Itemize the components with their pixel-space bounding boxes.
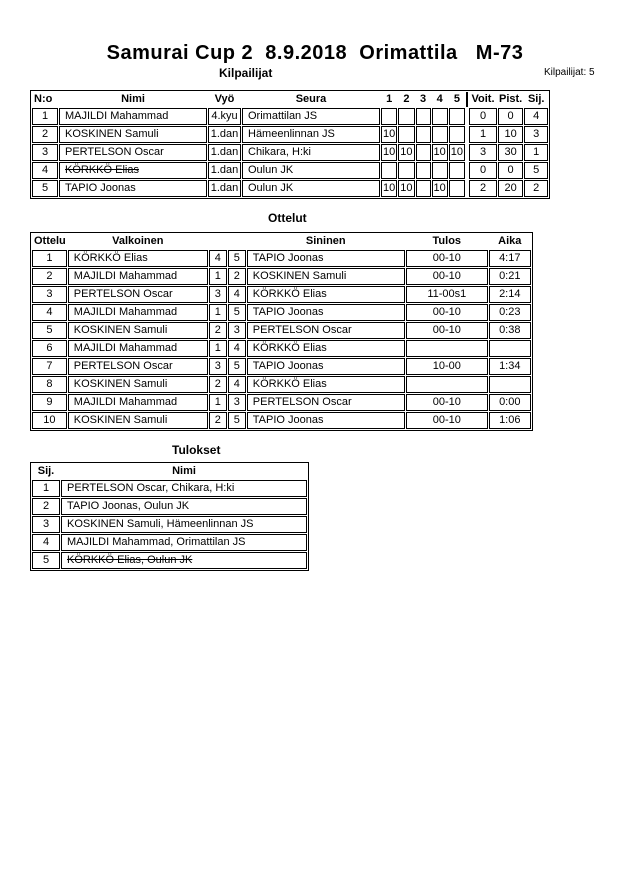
- cell-match5-score: 10: [449, 144, 465, 161]
- competitor-row: [32, 144, 548, 161]
- cell-match-number: 6: [32, 340, 67, 357]
- cell-match4-score: [432, 108, 448, 125]
- cell-placement: 3: [32, 516, 60, 533]
- column-header-nimi: Nimi: [121, 93, 145, 105]
- cell-white-player-no: 4: [209, 250, 227, 267]
- competitors-table: [30, 90, 550, 199]
- cell-match-number: 7: [32, 358, 67, 375]
- cell-vyo: 1.dan: [208, 126, 241, 143]
- cell-result: [406, 340, 488, 357]
- section-heading-kilpailijat: Kilpailijat: [219, 66, 273, 80]
- cell-sij: 5: [524, 162, 548, 179]
- column-header-aika: Aika: [498, 235, 522, 247]
- cell-player-club: MAJILDI Mahammad, Orimattilan JS: [61, 534, 307, 551]
- cell-match2-score: 10: [398, 180, 414, 197]
- cell-placement: 1: [32, 480, 60, 497]
- cell-match5-score: [449, 108, 465, 125]
- cell-vyo: 4.kyu: [208, 108, 241, 125]
- cell-time: 0:00: [489, 394, 531, 411]
- column-group-separator: [466, 108, 468, 125]
- cell-blue-player-no: 4: [228, 340, 246, 357]
- cell-result: 00-10: [406, 412, 488, 429]
- cell-voit: 0: [469, 162, 497, 179]
- cell-match3-score: [416, 144, 431, 161]
- matches-table: [30, 232, 533, 431]
- cell-match1-score: 10: [381, 144, 397, 161]
- cell-vyo: 1.dan: [208, 180, 241, 197]
- cell-pist: 10: [498, 126, 523, 143]
- cell-white-player-no: 1: [209, 304, 227, 321]
- column-group-separator: [466, 92, 468, 107]
- competitor-row: [32, 126, 548, 143]
- cell-blue-player-no: 4: [228, 286, 246, 303]
- cell-blue-player: TAPIO Joonas: [247, 250, 405, 267]
- cell-white-player-no: 2: [209, 376, 227, 393]
- cell-blue-player-no: 5: [228, 412, 246, 429]
- cell-pist: 0: [498, 162, 523, 179]
- cell-vyo: 1.dan: [208, 144, 241, 161]
- cell-white-player: KOSKINEN Samuli: [68, 412, 208, 429]
- match-row: [32, 394, 531, 411]
- cell-sij: 4: [524, 108, 548, 125]
- cell-blue-player-no: 5: [228, 250, 246, 267]
- cell-result: 00-10: [406, 322, 488, 339]
- competitor-row: [32, 108, 548, 125]
- cell-white-player: PERTELSON Oscar: [68, 358, 208, 375]
- cell-time: [489, 340, 531, 357]
- results-table: [30, 462, 309, 571]
- result-row: [32, 516, 307, 533]
- cell-white-player-no: 2: [209, 322, 227, 339]
- column-group-separator: [466, 180, 468, 197]
- cell-blue-player: PERTELSON Oscar: [247, 322, 405, 339]
- cell-player-club: KÖRKKÖ Elias, Oulun JK: [61, 552, 307, 569]
- cell-match2-score: 10: [398, 144, 414, 161]
- competitors-count: Kilpailijat: 5: [544, 67, 595, 78]
- cell-time: 0:38: [489, 322, 531, 339]
- cell-result: 00-10: [406, 268, 488, 285]
- column-header-vyo: Vyö: [214, 93, 235, 105]
- cell-match4-score: [432, 162, 448, 179]
- column-header-seura: Seura: [295, 93, 327, 105]
- cell-white-player: PERTELSON Oscar: [68, 286, 208, 303]
- cell-nimi: KOSKINEN Samuli: [59, 126, 207, 143]
- matches-header-row: [32, 234, 531, 249]
- cell-time: 2:14: [489, 286, 531, 303]
- cell-player-club: KOSKINEN Samuli, Hämeenlinnan JS: [61, 516, 307, 533]
- column-header-nimi: Nimi: [172, 465, 196, 477]
- competitor-row: [32, 162, 548, 179]
- cell-nimi: KÖRKKÖ Elias: [59, 162, 207, 179]
- cell-match4-score: 10: [432, 144, 448, 161]
- column-header-match1: 1: [386, 93, 393, 105]
- cell-pist: 0: [498, 108, 523, 125]
- cell-white-player: MAJILDI Mahammad: [68, 304, 208, 321]
- result-row: [32, 552, 307, 569]
- cell-no: 2: [32, 126, 58, 143]
- result-row: [32, 534, 307, 551]
- cell-match1-score: [381, 162, 397, 179]
- cell-no: 1: [32, 108, 58, 125]
- cell-voit: 0: [469, 108, 497, 125]
- cell-seura: Orimattilan JS: [242, 108, 380, 125]
- cell-match5-score: [449, 180, 465, 197]
- match-row: [32, 358, 531, 375]
- cell-match2-score: [398, 108, 414, 125]
- column-header-voit: Voit.: [471, 93, 495, 105]
- cell-result: 00-10: [406, 250, 488, 267]
- cell-pist: 30: [498, 144, 523, 161]
- cell-blue-player-no: 2: [228, 268, 246, 285]
- cell-no: 5: [32, 180, 58, 197]
- cell-sij: 3: [524, 126, 548, 143]
- column-header-tulos: Tulos: [432, 235, 462, 247]
- cell-match-number: 3: [32, 286, 67, 303]
- section-heading-ottelut: Ottelut: [268, 211, 307, 225]
- cell-white-player: MAJILDI Mahammad: [68, 394, 208, 411]
- cell-match2-score: [398, 162, 414, 179]
- match-row: [32, 304, 531, 321]
- cell-sij: 2: [524, 180, 548, 197]
- cell-match3-score: [416, 162, 431, 179]
- cell-blue-player: TAPIO Joonas: [247, 358, 405, 375]
- column-header-ottelu: Ottelu: [34, 235, 66, 247]
- cell-pist: 20: [498, 180, 523, 197]
- cell-blue-player: TAPIO Joonas: [247, 412, 405, 429]
- cell-white-player: KÖRKKÖ Elias: [68, 250, 208, 267]
- cell-match1-score: 10: [381, 180, 397, 197]
- cell-match3-score: [416, 126, 431, 143]
- cell-white-player: MAJILDI Mahammad: [68, 268, 208, 285]
- cell-white-player-no: 3: [209, 358, 227, 375]
- column-header-white-number: [209, 234, 227, 249]
- competitors-header-row: [32, 92, 548, 107]
- column-header-match4: 4: [436, 93, 443, 105]
- match-row: [32, 268, 531, 285]
- cell-match2-score: [398, 126, 414, 143]
- competitor-row: [32, 180, 548, 197]
- cell-white-player-no: 2: [209, 412, 227, 429]
- page-title: Samurai Cup 2 8.9.2018 Orimattila M-73: [106, 42, 524, 64]
- cell-result: [406, 376, 488, 393]
- cell-match-number: 9: [32, 394, 67, 411]
- cell-placement: 4: [32, 534, 60, 551]
- match-row: [32, 322, 531, 339]
- cell-result: 00-10: [406, 394, 488, 411]
- column-group-separator: [466, 162, 468, 179]
- match-row: [32, 340, 531, 357]
- cell-nimi: PERTELSON Oscar: [59, 144, 207, 161]
- cell-match-number: 10: [32, 412, 67, 429]
- cell-time: 4:17: [489, 250, 531, 267]
- cell-blue-player: KÖRKKÖ Elias: [247, 376, 405, 393]
- cell-match-number: 2: [32, 268, 67, 285]
- cell-blue-player: KÖRKKÖ Elias: [247, 286, 405, 303]
- cell-white-player-no: 1: [209, 394, 227, 411]
- cell-sij: 1: [524, 144, 548, 161]
- column-header-sij: Sij.: [37, 465, 55, 477]
- column-header-sij: Sij.: [527, 93, 545, 105]
- cell-voit: 3: [469, 144, 497, 161]
- cell-seura: Chikara, H:ki: [242, 144, 380, 161]
- match-row: [32, 412, 531, 429]
- cell-match5-score: [449, 162, 465, 179]
- match-row: [32, 286, 531, 303]
- cell-no: 3: [32, 144, 58, 161]
- column-header-pist: Pist.: [499, 93, 523, 105]
- cell-player-club: TAPIO Joonas, Oulun JK: [61, 498, 307, 515]
- results-header-row: [32, 464, 307, 479]
- cell-placement: 2: [32, 498, 60, 515]
- column-group-separator: [466, 144, 468, 161]
- cell-voit: 1: [469, 126, 497, 143]
- column-header-valkoinen: Valkoinen: [112, 235, 164, 247]
- cell-time: 1:06: [489, 412, 531, 429]
- cell-white-player: KOSKINEN Samuli: [68, 376, 208, 393]
- cell-blue-player-no: 5: [228, 358, 246, 375]
- cell-match-number: 8: [32, 376, 67, 393]
- cell-match-number: 4: [32, 304, 67, 321]
- section-heading-tulokset: Tulokset: [172, 443, 221, 457]
- cell-white-player: KOSKINEN Samuli: [68, 322, 208, 339]
- cell-match4-score: [432, 126, 448, 143]
- column-group-separator: [466, 126, 468, 143]
- cell-blue-player: KÖRKKÖ Elias: [247, 340, 405, 357]
- cell-white-player-no: 1: [209, 268, 227, 285]
- cell-time: [489, 376, 531, 393]
- cell-blue-player-no: 4: [228, 376, 246, 393]
- cell-blue-player-no: 3: [228, 322, 246, 339]
- cell-blue-player: PERTELSON Oscar: [247, 394, 405, 411]
- cell-voit: 2: [469, 180, 497, 197]
- cell-white-player-no: 1: [209, 340, 227, 357]
- cell-result: 00-10: [406, 304, 488, 321]
- match-row: [32, 250, 531, 267]
- result-row: [32, 480, 307, 497]
- cell-match3-score: [416, 108, 431, 125]
- cell-result: 11-00s1: [406, 286, 488, 303]
- cell-blue-player-no: 5: [228, 304, 246, 321]
- match-row: [32, 376, 531, 393]
- result-row: [32, 498, 307, 515]
- cell-nimi: MAJILDI Mahammad: [59, 108, 207, 125]
- cell-blue-player-no: 3: [228, 394, 246, 411]
- cell-placement: 5: [32, 552, 60, 569]
- column-header-match2: 2: [403, 93, 410, 105]
- column-header-blue-number: [228, 234, 246, 249]
- cell-time: 0:23: [489, 304, 531, 321]
- cell-no: 4: [32, 162, 58, 179]
- cell-time: 0:21: [489, 268, 531, 285]
- cell-match-number: 5: [32, 322, 67, 339]
- cell-match3-score: [416, 180, 431, 197]
- cell-white-player-no: 3: [209, 286, 227, 303]
- cell-match4-score: 10: [432, 180, 448, 197]
- cell-blue-player: TAPIO Joonas: [247, 304, 405, 321]
- cell-match-number: 1: [32, 250, 67, 267]
- cell-match1-score: [381, 108, 397, 125]
- cell-player-club: PERTELSON Oscar, Chikara, H:ki: [61, 480, 307, 497]
- column-header-match3: 3: [419, 93, 427, 105]
- cell-blue-player: KOSKINEN Samuli: [247, 268, 405, 285]
- column-header-sininen: Sininen: [305, 235, 346, 247]
- cell-result: 10-00: [406, 358, 488, 375]
- cell-seura: Hämeenlinnan JS: [242, 126, 380, 143]
- cell-nimi: TAPIO Joonas: [59, 180, 207, 197]
- column-header-no: N:o: [34, 93, 53, 105]
- cell-vyo: 1.dan: [208, 162, 241, 179]
- column-header-match5: 5: [453, 93, 460, 105]
- cell-match5-score: [449, 126, 465, 143]
- cell-time: 1:34: [489, 358, 531, 375]
- cell-match1-score: 10: [381, 126, 397, 143]
- cell-white-player: MAJILDI Mahammad: [68, 340, 208, 357]
- cell-seura: Oulun JK: [242, 162, 380, 179]
- cell-seura: Oulun JK: [242, 180, 380, 197]
